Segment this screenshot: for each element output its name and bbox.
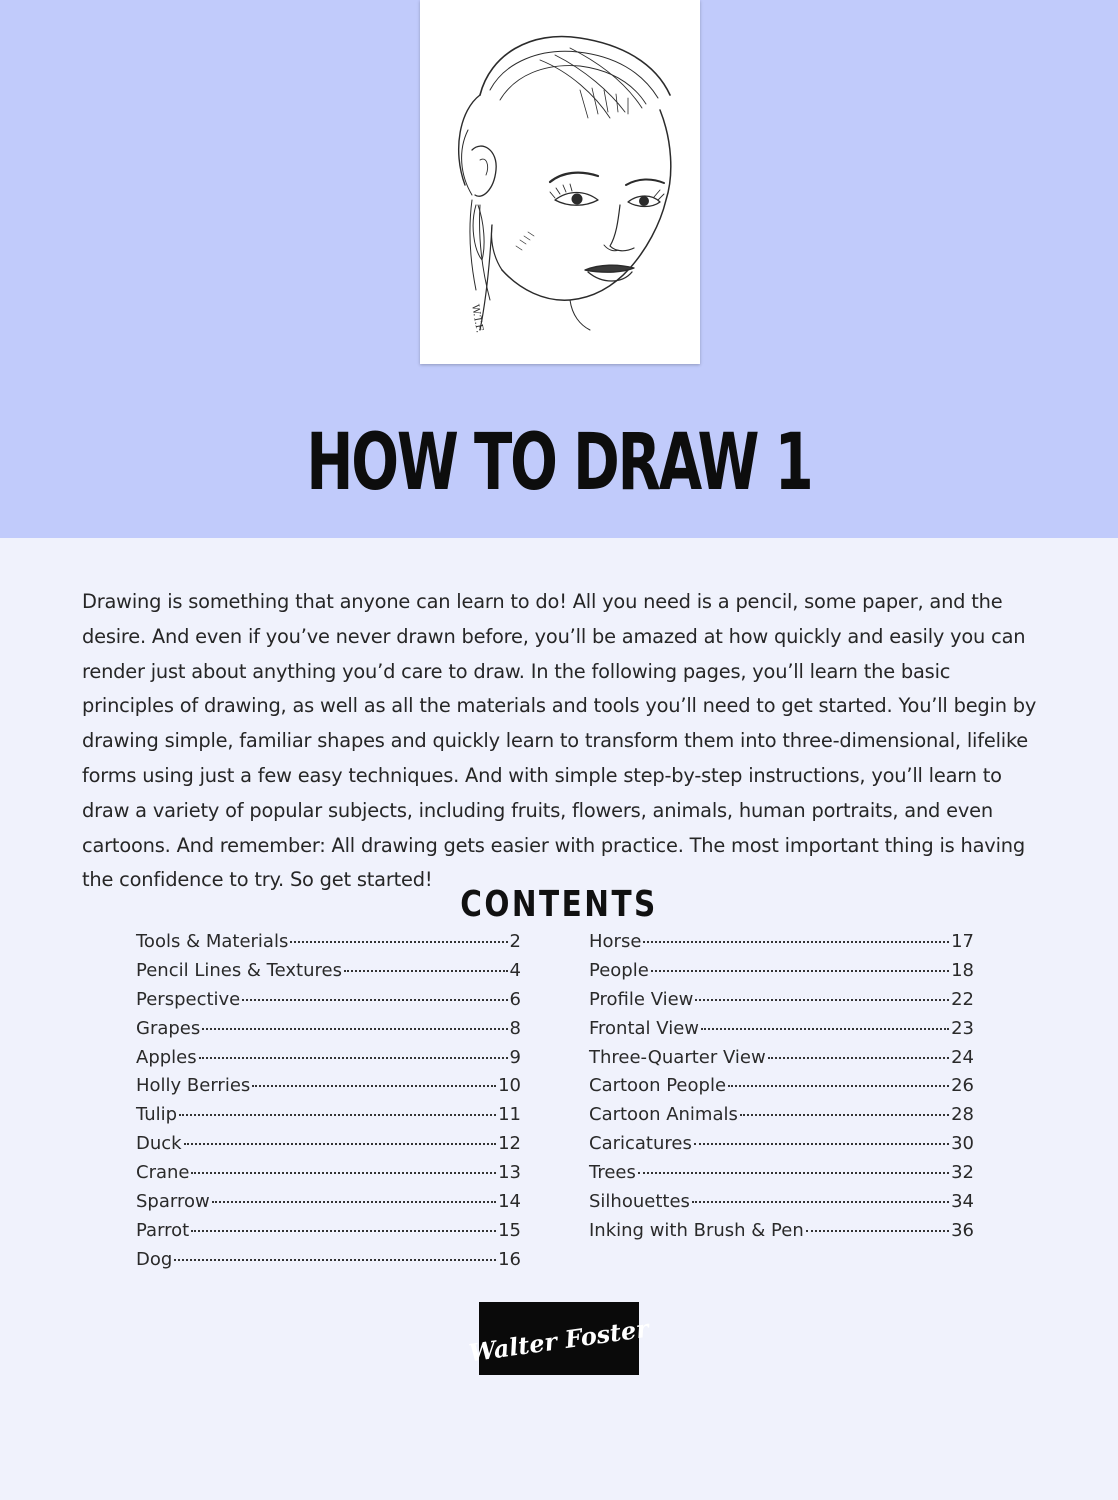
toc-leader-dots bbox=[740, 1114, 949, 1116]
toc-entry bbox=[136, 1075, 521, 1104]
toc-entry-page: 32 bbox=[951, 1162, 974, 1184]
toc-leader-dots bbox=[199, 1057, 508, 1059]
toc-leader-dots bbox=[695, 999, 949, 1001]
toc-entry-label: Three-Quarter View bbox=[589, 1046, 766, 1068]
toc-leader-dots bbox=[202, 1028, 507, 1030]
toc-entry bbox=[136, 960, 521, 989]
toc-entry bbox=[589, 1047, 974, 1076]
toc-leader-dots bbox=[643, 941, 949, 943]
toc-leader-dots bbox=[242, 999, 507, 1001]
toc-entry-page: 34 bbox=[951, 1191, 974, 1213]
toc-entry-page: 23 bbox=[951, 1017, 974, 1039]
toc-entry-page: 26 bbox=[951, 1075, 974, 1097]
toc-leader-dots bbox=[638, 1172, 949, 1174]
toc-leader-dots bbox=[191, 1230, 496, 1232]
toc-leader-dots bbox=[694, 1143, 949, 1145]
toc-entry-page: 22 bbox=[951, 988, 974, 1010]
toc-entry-page: 12 bbox=[498, 1133, 521, 1155]
toc-leader-dots bbox=[692, 1201, 949, 1203]
toc-entry-label: Duck bbox=[136, 1133, 182, 1155]
toc-entry-page: 18 bbox=[951, 959, 974, 981]
toc-entry-page: 11 bbox=[498, 1104, 521, 1126]
toc-entry-label: Apples bbox=[136, 1046, 197, 1068]
toc-entry bbox=[136, 1047, 521, 1076]
toc-entry-label: Parrot bbox=[136, 1219, 190, 1241]
toc-entry bbox=[136, 1191, 521, 1220]
toc-entry-label: People bbox=[589, 959, 649, 981]
toc-leader-dots bbox=[728, 1085, 949, 1087]
toc-entry-label: Sparrow bbox=[136, 1191, 210, 1213]
toc-entry bbox=[589, 1075, 974, 1104]
walter-foster-logo bbox=[467, 1302, 651, 1375]
toc-entry-page: 2 bbox=[509, 931, 521, 952]
walter-foster-logo-mark bbox=[467, 1307, 651, 1370]
toc-entry-page: 8 bbox=[509, 1017, 521, 1039]
header-band bbox=[0, 0, 1118, 538]
toc-column-left bbox=[136, 931, 521, 1278]
toc-entry-label: Caricatures bbox=[589, 1133, 692, 1155]
toc-leader-dots bbox=[191, 1172, 496, 1174]
toc-entry bbox=[589, 931, 974, 960]
toc-entry-label: Trees bbox=[589, 1162, 636, 1184]
toc-entry-page: 4 bbox=[509, 959, 521, 981]
toc-column-right bbox=[589, 931, 974, 1249]
toc-entry-label: Grapes bbox=[136, 1017, 201, 1039]
toc-entry bbox=[136, 1104, 521, 1133]
toc-entry bbox=[589, 1191, 974, 1220]
toc-entry-label: Cartoon People bbox=[589, 1075, 727, 1097]
toc-entry-page: 28 bbox=[951, 1104, 974, 1126]
toc-entry-label: Horse bbox=[589, 931, 642, 952]
toc-entry bbox=[136, 1249, 521, 1278]
toc-entry bbox=[589, 989, 974, 1018]
toc-entry-label: Tulip bbox=[136, 1104, 178, 1126]
toc-entry-page: 24 bbox=[951, 1046, 974, 1068]
toc-entry-label: Holly Berries bbox=[136, 1075, 251, 1097]
toc-entry-page: 17 bbox=[951, 931, 974, 952]
toc-entry bbox=[589, 1018, 974, 1047]
toc-leader-dots bbox=[179, 1114, 496, 1116]
toc-entry-page: 14 bbox=[498, 1191, 521, 1213]
toc-leader-dots bbox=[174, 1259, 496, 1261]
toc-entry bbox=[589, 1162, 974, 1191]
toc-entry-page: 15 bbox=[498, 1219, 521, 1241]
toc-entry-page: 30 bbox=[951, 1133, 974, 1155]
toc-entry-label: Pencil Lines & Textures bbox=[136, 959, 342, 981]
toc-entry-page: 6 bbox=[509, 988, 521, 1010]
toc-entry bbox=[136, 1018, 521, 1047]
toc-entry bbox=[136, 931, 521, 960]
toc-leader-dots bbox=[184, 1143, 497, 1145]
toc-entry-page: 10 bbox=[498, 1075, 521, 1097]
page-title: HOW TO DRAW 1 bbox=[306, 418, 812, 508]
toc-entry-label: Cartoon Animals bbox=[589, 1104, 738, 1126]
toc-entry-label: Perspective bbox=[136, 988, 241, 1010]
toc-entry-page: 16 bbox=[498, 1248, 521, 1270]
toc-entry bbox=[589, 1104, 974, 1133]
toc-entry-label: Silhouettes bbox=[589, 1191, 690, 1213]
artist-signature: W.T.F. bbox=[469, 303, 485, 334]
toc-entry-page: 13 bbox=[498, 1162, 521, 1184]
toc-entry bbox=[136, 989, 521, 1018]
toc-entry-label: Tools & Materials bbox=[136, 931, 289, 952]
intro-paragraph: Drawing is something that anyone can learn to do! All you need is a pencil, some paper, and the desire. And even if you’ve never drawn before, you’ll be amazed at how quickly and easily you can render just about anything you’d care to draw. In the following pages, you’ll learn the basic principles of drawing, as well as all the materials and tools you’ll need to get started. You’ll begin by drawing simple, familiar shapes and quickly learn to transform them into three-dimensional, lifelike forms using just a few easy techniques. And with simple step-by-step instructions, you’ll learn to draw a variety of popular subjects, including fruits, flowers, animals, human portraits, and even cartoons. And remember: All drawing gets easier with practice. The most important thing is having the confidence to try. So get started! bbox=[82, 590, 1037, 892]
toc-leader-dots bbox=[290, 941, 507, 943]
toc-leader-dots bbox=[806, 1230, 949, 1232]
toc-entry bbox=[136, 1162, 521, 1191]
toc-entry-page: 9 bbox=[509, 1046, 521, 1068]
portrait-drawing bbox=[420, 0, 700, 364]
toc-leader-dots bbox=[768, 1057, 949, 1059]
toc-leader-dots bbox=[344, 970, 508, 972]
toc-entry-label: Profile View bbox=[589, 988, 694, 1010]
toc-entry-label: Crane bbox=[136, 1162, 190, 1184]
toc-entry-label: Frontal View bbox=[589, 1017, 699, 1039]
contents-heading: CONTENTS bbox=[460, 884, 658, 925]
toc-entry bbox=[589, 960, 974, 989]
toc-entry-page: 36 bbox=[951, 1219, 974, 1241]
toc-entry bbox=[589, 1133, 974, 1162]
toc-entry-label: Inking with Brush & Pen bbox=[589, 1219, 804, 1241]
toc-entry-label: Dog bbox=[136, 1248, 173, 1270]
toc-leader-dots bbox=[701, 1028, 949, 1030]
toc-entry bbox=[136, 1133, 521, 1162]
woman-portrait-illustration bbox=[420, 0, 700, 364]
toc-leader-dots bbox=[252, 1085, 496, 1087]
toc-leader-dots bbox=[212, 1201, 496, 1203]
logo-wordmark: Walter Foster bbox=[467, 1313, 651, 1368]
toc-entry bbox=[136, 1220, 521, 1249]
toc-entry bbox=[589, 1220, 974, 1249]
toc-leader-dots bbox=[651, 970, 949, 972]
